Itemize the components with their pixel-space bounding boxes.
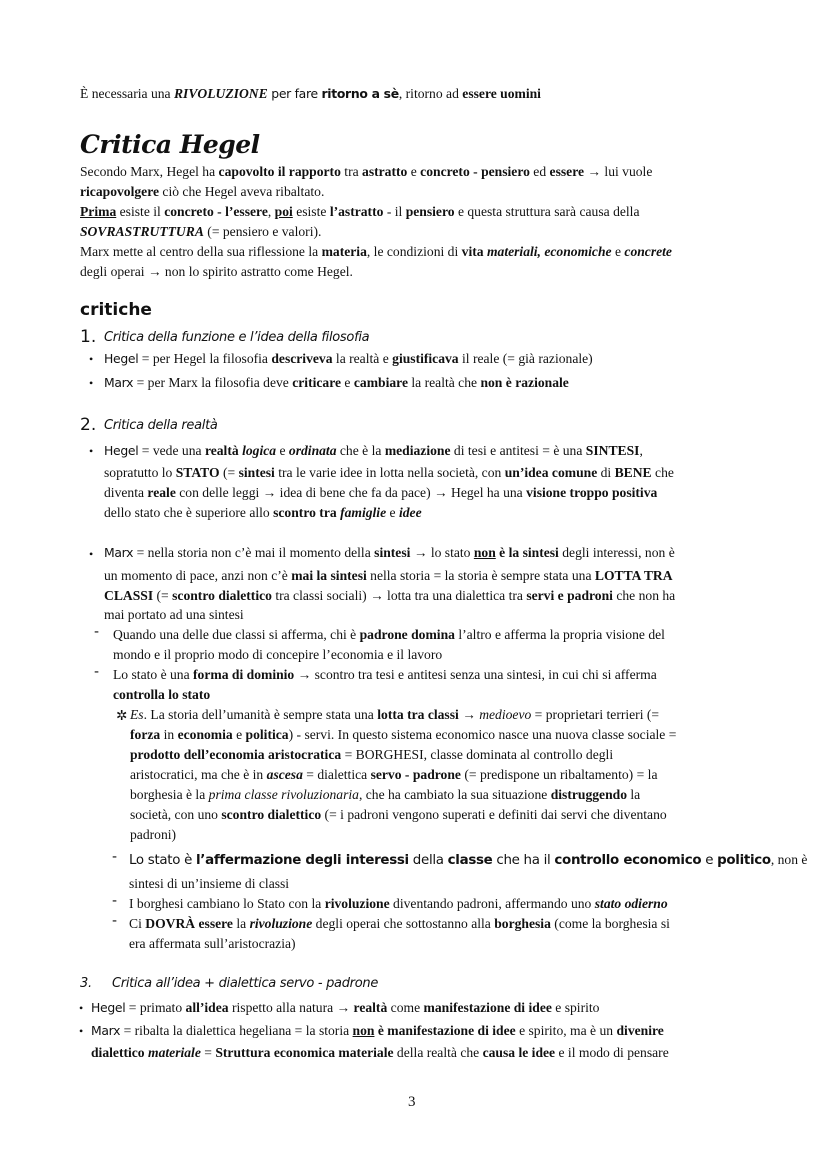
list-item-continuation: diventa reale con delle leggi → idea di bene che fa da pace) → Hegel ha una visione troppo positiva	[104, 485, 658, 500]
example-line: padroni)	[130, 827, 177, 842]
dash-bullet: -	[112, 893, 118, 909]
dash-bullet: -	[94, 624, 100, 640]
list-item: Hegel = per Hegel la filosofia descriveva la realtà e giustificava il reale (= già razionale)	[104, 351, 593, 366]
asterisk-icon: ✲	[116, 708, 128, 724]
list-item: Marx = nella storia non c’è mai il momento della sintesi → lo stato non è la sintesi degli interessi, non è	[104, 545, 675, 560]
example-line: aristocratici, ma che è in ascesa = dialettica servo - padrone (= predispone un ribaltamento) = la	[130, 767, 658, 782]
list-item: Hegel = vede una realtà logica e ordinata che è la mediazione di tesi e antitesi = è una SINTESI,	[104, 443, 643, 458]
dash-bullet: -	[112, 913, 118, 929]
dash-item: Lo stato è una forma di dominio → scontro tra tesi e antitesi senza una sintesi, in cui chi si afferma	[113, 667, 657, 682]
example-line: forza in economia e politica) - servi. In questo sistema economico nasce una nuova classe sociale =	[130, 727, 677, 742]
intro-line: È necessaria una RIVOLUZIONE per fare ritorno a sè, ritorno ad essere uomini	[80, 86, 541, 101]
bullet-icon: •	[89, 352, 94, 366]
list-item-continuation: dello stato che è superiore allo scontro tra famiglie e idee	[104, 505, 422, 520]
bullet-icon: •	[89, 547, 94, 561]
paragraph-line: Marx mette al centro della sua riflessione la materia, le condizioni di vita materiali, economiche e concrete	[80, 244, 672, 259]
bullet-icon: •	[89, 444, 94, 458]
list-number: 2.	[80, 415, 97, 435]
paragraph-line: Secondo Marx, Hegel ha capovolto il rapporto tra astratto e concreto - pensiero ed essere → lui vuole	[80, 164, 653, 179]
dash-bullet: -	[112, 849, 118, 865]
paragraph-line: Prima esiste il concreto - l’essere, poi esiste l’astratto - il pensiero e questa struttura sarà causa della	[80, 204, 640, 219]
dash-item: Ci DOVRÀ essere la rivoluzione degli operai che sottostanno alla borghesia (come la borghesia si	[129, 916, 670, 931]
list-item: Hegel = primato all’idea rispetto alla natura → realtà come manifestazione di idee e spirito	[91, 1000, 600, 1015]
dash-item: I borghesi cambiano lo Stato con la rivoluzione diventando padroni, affermando uno stato odierno	[129, 896, 668, 911]
example-line: prodotto dell’economia aristocratica = BORGHESI, classe dominata al controllo degli	[130, 747, 614, 762]
dash-bullet: -	[94, 664, 100, 680]
bullet-icon: •	[79, 1001, 84, 1015]
list-item-continuation: dialettico materiale = Struttura economica materiale della realtà che causa le idee e il modo di pensare	[91, 1045, 669, 1060]
list-item-continuation: mai portato ad una sintesi	[104, 607, 244, 622]
example-line: borghesia è la prima classe rivoluzionaria, che ha cambiato la sua situazione distruggendo la	[130, 787, 641, 802]
paragraph-line: degli operai → non lo spirito astratto come Hegel.	[80, 264, 353, 279]
bullet-icon: •	[89, 376, 94, 390]
paragraph-line: ricapovolgere ciò che Hegel aveva ribaltato.	[80, 184, 325, 199]
list-number: 1.	[80, 327, 97, 347]
section-heading-critiche: critiche	[80, 300, 152, 320]
list-number: 3.	[80, 976, 92, 991]
example-line: Es. La storia dell’umanità è sempre stata una lotta tra classi → medioevo = proprietari terrieri (=	[130, 707, 660, 722]
page-number: 3	[408, 1094, 416, 1110]
section-title-critica-hegel: Critica Hegel	[80, 130, 260, 159]
dash-item-continuation: sintesi di un’insieme di classi	[129, 876, 290, 891]
list-item-continuation: CLASSI (= scontro dialettico tra classi sociali) → lotta tra una dialettica tra servi e padroni che non ha	[104, 588, 676, 603]
dash-item: Lo stato è l’affermazione degli interessi della classe che ha il controllo economico e politico, non è	[129, 852, 808, 868]
dash-item-continuation: controlla lo stato	[113, 687, 211, 702]
subsection-title: Critica della funzione e l’idea della filosofia	[104, 330, 370, 345]
dash-item-continuation: era affermata sull’aristocrazia)	[129, 936, 296, 951]
list-item: Marx = ribalta la dialettica hegeliana = la storia non è manifestazione di idee e spirito, ma è un divenire	[91, 1023, 664, 1038]
paragraph-line: SOVRASTRUTTURA (= pensiero e valori).	[80, 224, 322, 239]
example-line: società, con uno scontro dialettico (= i padroni vengono superati e definiti dai servi che diventano	[130, 807, 667, 822]
subsection-title: Critica all’idea + dialettica servo - padrone	[112, 976, 379, 991]
list-item-continuation: un momento di pace, anzi non c’è mai la sintesi nella storia = la storia è sempre stata una LOTTA TRA	[104, 568, 673, 583]
dash-item: Quando una delle due classi si afferma, chi è padrone domina l’altro e afferma la propria visione del	[113, 627, 665, 642]
list-item: Marx = per Marx la filosofia deve criticare e cambiare la realtà che non è razionale	[104, 375, 569, 390]
dash-item-continuation: mondo e il proprio modo di concepire l’economia e il lavoro	[113, 647, 443, 662]
bullet-icon: •	[79, 1024, 84, 1038]
list-item-continuation: sopratutto lo STATO (= sintesi tra le varie idee in lotta nella società, con un’idea comune di BENE che	[104, 465, 674, 480]
subsection-title: Critica della realtà	[104, 418, 218, 433]
